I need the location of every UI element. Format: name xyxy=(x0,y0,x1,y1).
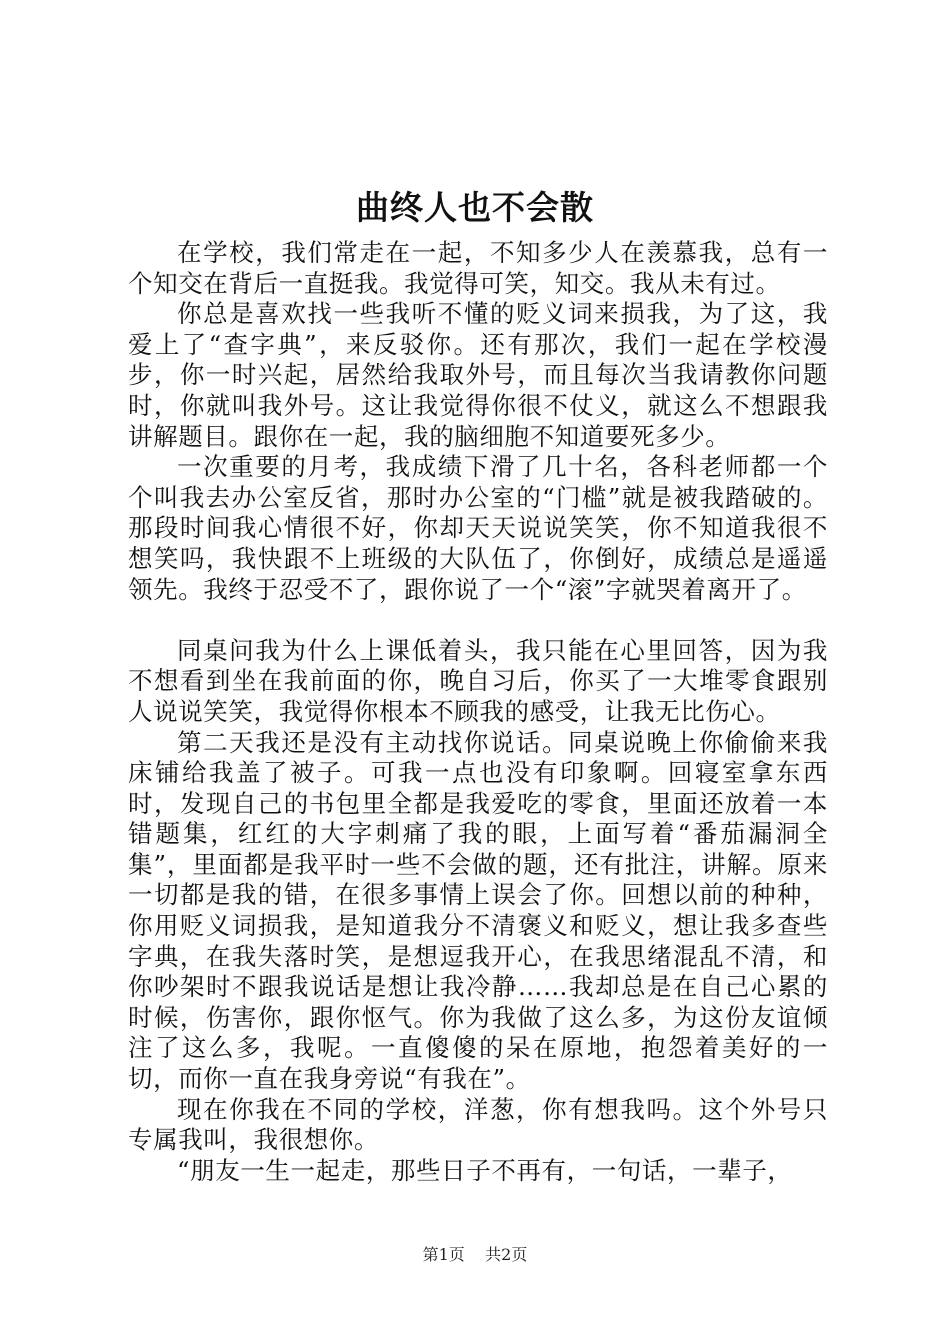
paragraph: 在学校，我们常走在一起，不知多少人在羡慕我，总有一个知交在背后一直挺我。我觉得可笑，知交。我从未有过。 xyxy=(128,238,828,298)
page-number: 第1页 xyxy=(422,1245,465,1264)
page-total: 共2页 xyxy=(485,1245,528,1264)
page-footer xyxy=(0,1245,950,1265)
paragraph: 第二天我还是没有主动找你说话。同桌说晚上你偷偷来我床铺给我盖了被子。可我一点也没有印象啊。回寝室拿东西时，发现自己的书包里全都是我爱吃的零食，里面还放着一本错题集，红红的大字刺痛了我的眼，上面写着“番茄漏洞全集”，里面都是我平时一些不会做的题，还有批注，讲解。原来一切都是我的错，在很多事情上误会了你。回想以前的种种，你用贬义词损我，是知道我分不清褒义和贬义，想让我多查些字典，在我失落时笑，是想逗我开心，在我思绪混乱不清，和你吵架时不跟我说话是想让我冷静……我却总是在自己心累的时候，伤害你，跟你怄气。你为我做了这么多，为这份友谊倾注了这么多，我呢。一直傻傻的呆在原地，抱怨着美好的一切，而你一直在我身旁说“有我在”。 xyxy=(128,727,828,1094)
document-title: 曲终人也不会散 xyxy=(356,188,594,227)
paragraph: 一次重要的月考，我成绩下滑了几十名，各科老师都一个个叫我去办公室反省，那时办公室的“门槛”就是被我踏破的。那段时间我心情很不好，你却天天说说笑笑，你不知道我很不想笑吗，我快跟不上班级的大队伍了，你倒好，成绩总是遥遥领先。我终于忍受不了，跟你说了一个“滚”字就哭着离开了。 xyxy=(128,452,828,604)
paragraph: 你总是喜欢找一些我听不懂的贬义词来损我，为了这，我爱上了“查字典”，来反驳你。还有那次，我们一起在学校漫步，你一时兴起，居然给我取外号，而且每次当我请教你问题时，你就叫我外号。这让我觉得你很不仗义，就这么不想跟我讲解题目。跟你在一起，我的脑细胞不知道要死多少。 xyxy=(128,299,828,451)
paragraph: 同桌问我为什么上课低着头，我只能在心里回答，因为我不想看到坐在我前面的你，晚自习后，你买了一大堆零食跟别人说说笑笑，我觉得你根本不顾我的感受，让我无比伤心。 xyxy=(128,635,828,726)
paragraph: 现在你我在不同的学校，洋葱，你有想我吗。这个外号只专属我叫，我很想你。 xyxy=(128,1094,828,1155)
document-body xyxy=(128,238,828,1186)
paragraph: “朋友一生一起走，那些日子不再有，一句话，一辈子， xyxy=(177,1155,793,1185)
